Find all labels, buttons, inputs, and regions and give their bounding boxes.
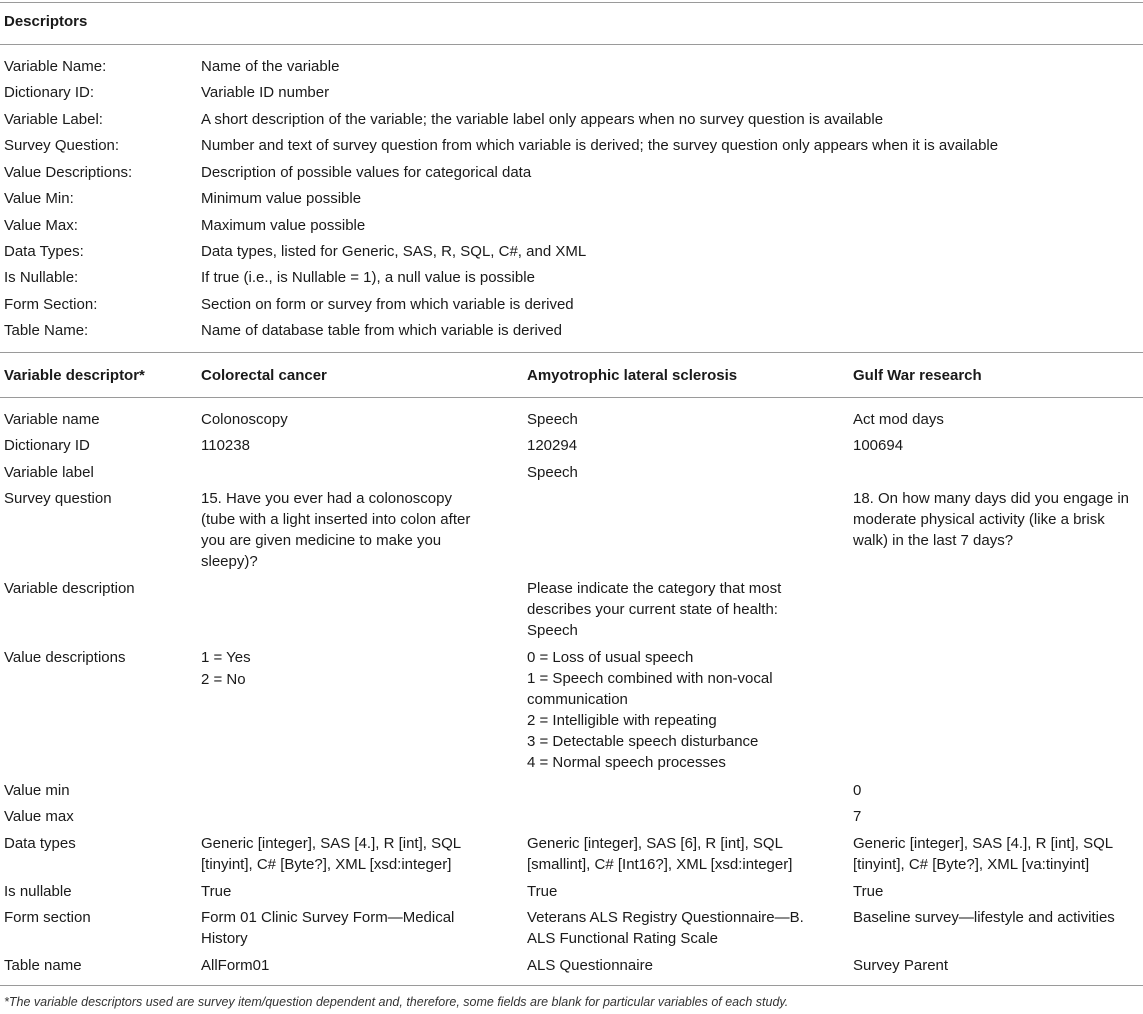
cell-als: Speech bbox=[527, 464, 578, 481]
descriptor-definition: If true (i.e., is Nullable = 1), a null value is possible bbox=[201, 269, 535, 286]
cell-gulf-war: True bbox=[853, 883, 884, 900]
cell-als: Speech bbox=[527, 411, 578, 428]
descriptor-term: Variable Label: bbox=[4, 111, 103, 128]
descriptor-definition: Description of possible values for categorical data bbox=[201, 164, 532, 181]
cell-colorectal: AllForm01 bbox=[201, 957, 270, 974]
value-description-item: 2 = Intelligible with repeating bbox=[527, 712, 717, 729]
cell-gulf-war: Survey Parent bbox=[853, 957, 949, 974]
cell-colorectal: 110238 bbox=[201, 437, 250, 454]
row-label: Is nullable bbox=[4, 883, 72, 900]
descriptor-term: Value Min: bbox=[4, 190, 74, 207]
value-description-item: 2 = No bbox=[201, 671, 246, 688]
descriptor-term: Variable Name: bbox=[4, 58, 107, 75]
descriptors-heading: Descriptors bbox=[4, 13, 88, 30]
row-label: Variable label bbox=[4, 464, 94, 481]
descriptor-term: Survey Question: bbox=[4, 137, 120, 154]
cell-gulf-war: Generic [integer], SAS [4.], R [int], SQL [tinyint], C# [Byte?], XML [va:tinyint] bbox=[853, 835, 1113, 873]
descriptor-definition: Maximum value possible bbox=[201, 217, 366, 234]
cell-gulf-war: 7 bbox=[853, 808, 862, 825]
row-label: Value max bbox=[4, 808, 74, 825]
column-header-als: Amyotrophic lateral sclerosis bbox=[527, 367, 738, 384]
cell-gulf-war: Act mod days bbox=[853, 411, 944, 428]
row-label: Variable description bbox=[4, 580, 135, 597]
cell-gulf-war: Baseline survey—lifestyle and activities bbox=[853, 909, 1115, 926]
cell-als: True bbox=[527, 883, 558, 900]
cell-gulf-war: 18. On how many days did you engage in moderate physical activity (like a brisk walk) in the last 7 days? bbox=[853, 490, 1130, 549]
cell-colorectal: True bbox=[201, 883, 232, 900]
row-label: Variable name bbox=[4, 411, 100, 428]
row-label: Dictionary ID bbox=[4, 437, 90, 454]
value-description-item: 4 = Normal speech processes bbox=[527, 754, 726, 771]
value-descriptions-list bbox=[527, 647, 817, 773]
column-header-gulf-war: Gulf War research bbox=[853, 367, 982, 384]
cell-colorectal: Form 01 Clinic Survey Form—Medical History bbox=[201, 909, 455, 947]
row-label: Value min bbox=[4, 782, 70, 799]
cell-colorectal: Colonoscopy bbox=[201, 411, 288, 428]
descriptor-term: Value Descriptions: bbox=[4, 164, 133, 181]
cell-gulf-war: 0 bbox=[853, 782, 862, 799]
cell-colorectal: Generic [integer], SAS [4.], R [int], SQL [tinyint], C# [Byte?], XML [xsd:integer] bbox=[201, 835, 461, 873]
cell-als: 120294 bbox=[527, 437, 578, 454]
row-label: Form section bbox=[4, 909, 91, 926]
column-header-descriptor: Variable descriptor* bbox=[4, 367, 145, 384]
table-footnote: *The variable descriptors used are survey item/question dependent and, therefore, some fields are blank for particular variables of each study. bbox=[4, 995, 789, 1009]
cell-als: ALS Questionnaire bbox=[527, 957, 653, 974]
bottom-rule bbox=[0, 985, 1143, 986]
row-label: Survey question bbox=[4, 490, 112, 507]
descriptor-definition: Section on form or survey from which variable is derived bbox=[201, 296, 574, 313]
descriptor-definition: Minimum value possible bbox=[201, 190, 362, 207]
cell-gulf-war: 100694 bbox=[853, 437, 904, 454]
value-description-item: 1 = Speech combined with non-vocal communication bbox=[527, 670, 773, 708]
cell-als: Veterans ALS Registry Questionnaire—B. ALS Functional Rating Scale bbox=[527, 909, 804, 947]
descriptor-term: Value Max: bbox=[4, 217, 78, 234]
descriptor-term: Data Types: bbox=[4, 243, 84, 260]
row-label: Data types bbox=[4, 835, 76, 852]
descriptor-definition: Variable ID number bbox=[201, 84, 330, 101]
descriptor-definition: Name of database table from which variable is derived bbox=[201, 322, 563, 339]
descriptor-term: Table Name: bbox=[4, 322, 89, 339]
descriptor-definition: Data types, listed for Generic, SAS, R, SQL, C#, and XML bbox=[201, 243, 587, 260]
cell-als: Generic [integer], SAS [6], R [int], SQL [smallint], C# [Int16?], XML [xsd:integer] bbox=[527, 835, 793, 873]
examples-header-rule bbox=[0, 397, 1143, 398]
top-rule bbox=[0, 2, 1143, 3]
descriptor-term: Is Nullable: bbox=[4, 269, 79, 286]
cell-colorectal: 15. Have you ever had a colonoscopy (tube with a light inserted into colon after you are given medicine to make you sleepy)? bbox=[201, 490, 471, 570]
descriptor-definition: A short description of the variable; the variable label only appears when no survey question is available bbox=[201, 111, 884, 128]
descriptor-term: Form Section: bbox=[4, 296, 98, 313]
column-header-colorectal-cancer: Colorectal cancer bbox=[201, 367, 327, 384]
descriptor-definition: Name of the variable bbox=[201, 58, 340, 75]
value-description-item: 3 = Detectable speech disturbance bbox=[527, 733, 759, 750]
value-description-item: 1 = Yes bbox=[201, 649, 251, 666]
section-divider-rule bbox=[0, 352, 1143, 353]
row-label: Value descriptions bbox=[4, 649, 126, 666]
descriptor-definition: Number and text of survey question from which variable is derived; the survey question only appears when it is available bbox=[201, 137, 999, 154]
row-label: Table name bbox=[4, 957, 82, 974]
descriptors-heading-rule bbox=[0, 44, 1143, 45]
descriptor-term: Dictionary ID: bbox=[4, 84, 95, 101]
value-description-item: 0 = Loss of usual speech bbox=[527, 649, 694, 666]
cell-als: Please indicate the category that most describes your current state of health: Speech bbox=[527, 580, 782, 639]
